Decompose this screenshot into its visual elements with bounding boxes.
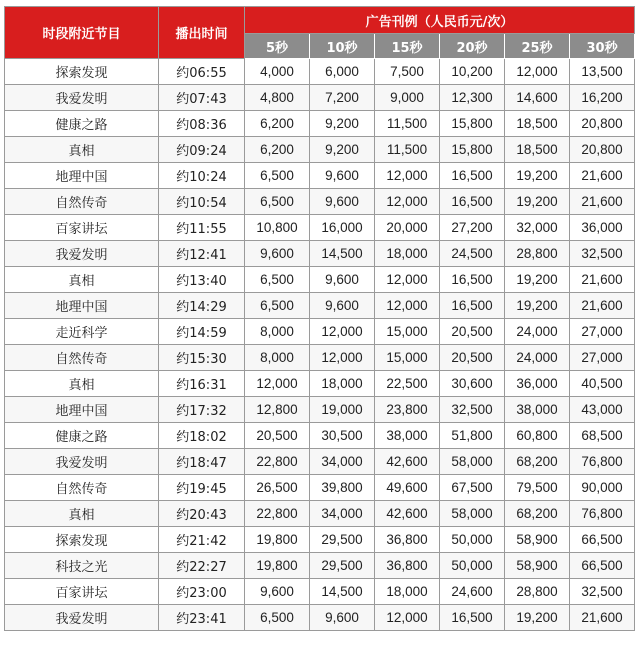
price-cell: 12,000 (375, 163, 440, 189)
price-cell: 68,200 (505, 449, 570, 475)
table-row (5, 293, 635, 319)
price-cell: 26,500 (245, 475, 310, 501)
air-time-cell: 约06:55 (159, 59, 245, 85)
air-time-cell: 约13:40 (159, 267, 245, 293)
table-row (5, 319, 635, 345)
price-cell: 18,500 (505, 111, 570, 137)
price-cell: 22,500 (375, 371, 440, 397)
price-cell: 32,500 (570, 579, 635, 605)
price-cell: 15,800 (440, 137, 505, 163)
price-cell: 68,500 (570, 423, 635, 449)
table-row (5, 215, 635, 241)
price-cell: 34,000 (310, 449, 375, 475)
table-row (5, 163, 635, 189)
program-name-cell: 地理中国 (5, 293, 159, 319)
price-cell: 9,000 (375, 85, 440, 111)
price-cell: 58,000 (440, 501, 505, 527)
price-cell: 6,500 (245, 605, 310, 631)
duration-header-15s: 15秒 (375, 34, 440, 59)
price-cell: 21,600 (570, 189, 635, 215)
air-time-cell: 约18:47 (159, 449, 245, 475)
price-cell: 10,200 (440, 59, 505, 85)
price-cell: 12,000 (375, 267, 440, 293)
price-cell: 18,000 (310, 371, 375, 397)
price-cell: 4,800 (245, 85, 310, 111)
price-cell: 42,600 (375, 501, 440, 527)
table-row (5, 527, 635, 553)
price-cell: 19,200 (505, 267, 570, 293)
price-cell: 16,500 (440, 293, 505, 319)
price-cell: 32,500 (570, 241, 635, 267)
price-cell: 28,800 (505, 241, 570, 267)
price-cell: 22,800 (245, 449, 310, 475)
air-time-cell: 约15:30 (159, 345, 245, 371)
price-cell: 22,800 (245, 501, 310, 527)
price-cell: 67,500 (440, 475, 505, 501)
program-column-header: 时段附近节目 (5, 7, 159, 59)
price-cell: 8,000 (245, 319, 310, 345)
price-cell: 28,800 (505, 579, 570, 605)
price-cell: 7,500 (375, 59, 440, 85)
price-cell: 12,000 (375, 293, 440, 319)
price-cell: 12,000 (245, 371, 310, 397)
price-cell: 76,800 (570, 449, 635, 475)
program-name-cell: 真相 (5, 501, 159, 527)
price-cell: 15,000 (375, 319, 440, 345)
air-time-cell: 约12:41 (159, 241, 245, 267)
price-cell: 21,600 (570, 163, 635, 189)
price-cell: 29,500 (310, 553, 375, 579)
program-name-cell: 自然传奇 (5, 189, 159, 215)
price-cell: 18,500 (505, 137, 570, 163)
air-time-cell: 约11:55 (159, 215, 245, 241)
price-cell: 12,000 (375, 189, 440, 215)
price-cell: 19,200 (505, 605, 570, 631)
price-cell: 21,600 (570, 293, 635, 319)
air-time-cell: 约23:41 (159, 605, 245, 631)
price-cell: 6,500 (245, 189, 310, 215)
price-cell: 16,000 (310, 215, 375, 241)
price-cell: 9,600 (245, 579, 310, 605)
price-cell: 12,000 (310, 345, 375, 371)
price-cell: 50,000 (440, 553, 505, 579)
price-cell: 58,000 (440, 449, 505, 475)
program-name-cell: 科技之光 (5, 553, 159, 579)
price-cell: 14,500 (310, 579, 375, 605)
table-row (5, 579, 635, 605)
price-cell: 32,500 (440, 397, 505, 423)
price-cell: 16,500 (440, 189, 505, 215)
price-cell: 6,500 (245, 267, 310, 293)
price-cell: 12,000 (505, 59, 570, 85)
price-cell: 76,800 (570, 501, 635, 527)
program-name-cell: 真相 (5, 267, 159, 293)
price-cell: 19,800 (245, 553, 310, 579)
price-cell: 36,800 (375, 553, 440, 579)
duration-header-25s: 25秒 (505, 34, 570, 59)
program-name-cell: 真相 (5, 137, 159, 163)
air-time-cell: 约14:29 (159, 293, 245, 319)
price-cell: 12,800 (245, 397, 310, 423)
price-cell: 20,000 (375, 215, 440, 241)
price-cell: 27,200 (440, 215, 505, 241)
price-cell: 40,500 (570, 371, 635, 397)
price-cell: 12,000 (310, 319, 375, 345)
table-row (5, 605, 635, 631)
air-time-cell: 约17:32 (159, 397, 245, 423)
table-row (5, 345, 635, 371)
price-cell: 6,500 (245, 293, 310, 319)
price-cell: 24,500 (440, 241, 505, 267)
price-cell: 11,500 (375, 111, 440, 137)
price-cell: 30,500 (310, 423, 375, 449)
table-row (5, 241, 635, 267)
price-cell: 16,200 (570, 85, 635, 111)
price-cell: 32,000 (505, 215, 570, 241)
price-cell: 12,000 (375, 605, 440, 631)
table-body (5, 59, 635, 631)
air-time-cell: 约18:02 (159, 423, 245, 449)
program-name-cell: 我爱发明 (5, 241, 159, 267)
price-cell: 24,000 (505, 345, 570, 371)
price-cell: 6,500 (245, 163, 310, 189)
table-row (5, 137, 635, 163)
table-row (5, 475, 635, 501)
program-name-cell: 自然传奇 (5, 475, 159, 501)
price-cell: 23,800 (375, 397, 440, 423)
price-cell: 15,800 (440, 111, 505, 137)
price-cell: 14,600 (505, 85, 570, 111)
price-cell: 7,200 (310, 85, 375, 111)
air-time-cell: 约20:43 (159, 501, 245, 527)
price-cell: 27,000 (570, 319, 635, 345)
table-row (5, 85, 635, 111)
price-cell: 36,000 (570, 215, 635, 241)
air-time-cell: 约21:42 (159, 527, 245, 553)
price-cell: 19,200 (505, 293, 570, 319)
table-row (5, 397, 635, 423)
price-cell: 42,600 (375, 449, 440, 475)
price-cell: 16,500 (440, 605, 505, 631)
price-cell: 50,000 (440, 527, 505, 553)
price-cell: 18,000 (375, 579, 440, 605)
price-cell: 19,800 (245, 527, 310, 553)
air-time-cell: 约10:54 (159, 189, 245, 215)
program-name-cell: 真相 (5, 371, 159, 397)
duration-header-20s: 20秒 (440, 34, 505, 59)
price-cell: 10,800 (245, 215, 310, 241)
time-column-header: 播出时间 (159, 7, 245, 59)
program-name-cell: 地理中国 (5, 163, 159, 189)
price-cell: 9,600 (310, 605, 375, 631)
price-cell: 66,500 (570, 553, 635, 579)
price-cell: 38,000 (505, 397, 570, 423)
price-cell: 18,000 (375, 241, 440, 267)
price-cell: 79,500 (505, 475, 570, 501)
price-cell: 39,800 (310, 475, 375, 501)
price-cell: 34,000 (310, 501, 375, 527)
table-row (5, 553, 635, 579)
price-cell: 9,600 (310, 267, 375, 293)
price-cell: 20,500 (245, 423, 310, 449)
price-cell: 27,000 (570, 345, 635, 371)
air-time-cell: 约08:36 (159, 111, 245, 137)
air-time-cell: 约23:00 (159, 579, 245, 605)
air-time-cell: 约14:59 (159, 319, 245, 345)
price-cell: 8,000 (245, 345, 310, 371)
price-cell: 16,500 (440, 163, 505, 189)
price-cell: 12,300 (440, 85, 505, 111)
price-cell: 6,200 (245, 137, 310, 163)
table-row (5, 449, 635, 475)
price-cell: 4,000 (245, 59, 310, 85)
price-cell: 19,000 (310, 397, 375, 423)
price-cell: 58,900 (505, 527, 570, 553)
table-row (5, 267, 635, 293)
table-row (5, 59, 635, 85)
table-row (5, 501, 635, 527)
price-cell: 21,600 (570, 605, 635, 631)
air-time-cell: 约16:31 (159, 371, 245, 397)
air-time-cell: 约19:45 (159, 475, 245, 501)
price-cell: 9,200 (310, 137, 375, 163)
price-group-header: 广告刊例（人民币元/次） (245, 7, 635, 34)
price-cell: 20,500 (440, 319, 505, 345)
program-name-cell: 地理中国 (5, 397, 159, 423)
price-cell: 60,800 (505, 423, 570, 449)
price-cell: 13,500 (570, 59, 635, 85)
price-cell: 20,800 (570, 111, 635, 137)
program-name-cell: 我爱发明 (5, 85, 159, 111)
price-cell: 11,500 (375, 137, 440, 163)
price-cell: 9,600 (245, 241, 310, 267)
price-cell: 49,600 (375, 475, 440, 501)
duration-header-5s: 5秒 (245, 34, 310, 59)
price-cell: 6,200 (245, 111, 310, 137)
air-time-cell: 约22:27 (159, 553, 245, 579)
program-name-cell: 健康之路 (5, 111, 159, 137)
price-cell: 21,600 (570, 267, 635, 293)
price-cell: 36,800 (375, 527, 440, 553)
table-row (5, 111, 635, 137)
table-row (5, 423, 635, 449)
price-cell: 19,200 (505, 189, 570, 215)
price-cell: 68,200 (505, 501, 570, 527)
price-cell: 9,600 (310, 163, 375, 189)
table-row (5, 189, 635, 215)
price-cell: 24,600 (440, 579, 505, 605)
duration-header-30s: 30秒 (570, 34, 635, 59)
price-cell: 20,800 (570, 137, 635, 163)
price-cell: 66,500 (570, 527, 635, 553)
air-time-cell: 约10:24 (159, 163, 245, 189)
price-cell: 43,000 (570, 397, 635, 423)
price-cell: 51,800 (440, 423, 505, 449)
price-cell: 29,500 (310, 527, 375, 553)
price-cell: 20,500 (440, 345, 505, 371)
price-cell: 58,900 (505, 553, 570, 579)
price-cell: 19,200 (505, 163, 570, 189)
price-cell: 6,000 (310, 59, 375, 85)
program-name-cell: 我爱发明 (5, 605, 159, 631)
air-time-cell: 约07:43 (159, 85, 245, 111)
program-name-cell: 健康之路 (5, 423, 159, 449)
price-cell: 24,000 (505, 319, 570, 345)
price-cell: 15,000 (375, 345, 440, 371)
price-cell: 14,500 (310, 241, 375, 267)
price-cell: 30,600 (440, 371, 505, 397)
program-name-cell: 我爱发明 (5, 449, 159, 475)
ad-rate-table (4, 6, 635, 631)
price-cell: 9,600 (310, 293, 375, 319)
program-name-cell: 探索发现 (5, 59, 159, 85)
price-cell: 9,200 (310, 111, 375, 137)
program-name-cell: 百家讲坛 (5, 215, 159, 241)
air-time-cell: 约09:24 (159, 137, 245, 163)
price-cell: 16,500 (440, 267, 505, 293)
program-name-cell: 探索发现 (5, 527, 159, 553)
price-cell: 38,000 (375, 423, 440, 449)
table-row (5, 371, 635, 397)
duration-header-10s: 10秒 (310, 34, 375, 59)
rate-card (4, 6, 634, 631)
program-name-cell: 走近科学 (5, 319, 159, 345)
program-name-cell: 自然传奇 (5, 345, 159, 371)
header-row (5, 7, 635, 34)
price-cell: 36,000 (505, 371, 570, 397)
program-name-cell: 百家讲坛 (5, 579, 159, 605)
price-cell: 90,000 (570, 475, 635, 501)
price-cell: 9,600 (310, 189, 375, 215)
